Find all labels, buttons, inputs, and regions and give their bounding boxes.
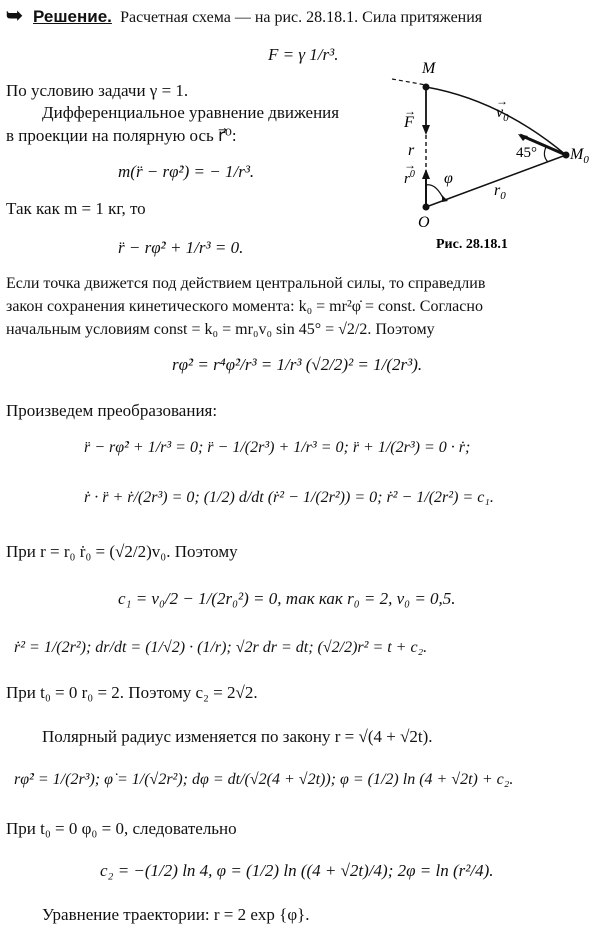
formula-phi-eqs: rφ̇² = 1/(2r³); φ̇ = 1/(√2r²); dφ = dt/(√2(4 + √2t)); φ = (1/2) ln (4 + √2t) + c₂. bbox=[14, 771, 514, 788]
label-r0vec-arrow: → bbox=[404, 158, 416, 172]
text-trajectory: Уравнение траектории: r = 2 exp {φ}. bbox=[42, 905, 310, 924]
label-phi: φ bbox=[444, 170, 453, 187]
text-diff-1: Дифференциальное уравнение движения bbox=[42, 103, 340, 122]
formula-r-phi-sq: rφ̇² = r⁴φ̇²/r³ = 1/r³ (√2/2)² = 1/(2r³). bbox=[172, 355, 423, 374]
velocity-arrowhead bbox=[518, 134, 528, 141]
label-r0: $r_0$ bbox=[494, 182, 506, 202]
text-central-2: закон сохранения кинетического момента: k₀ = mr²φ̇ = const. Согласно bbox=[6, 298, 483, 315]
label-M: M bbox=[422, 60, 436, 77]
label-r: r bbox=[408, 142, 415, 159]
formula-eq-motion-2: r̈ − rφ̇² + 1/r³ = 0. bbox=[118, 238, 244, 257]
text-central-1: Если точка движется под действием центральной силы, то справедлив bbox=[6, 275, 486, 292]
phi-angle-arc bbox=[426, 185, 444, 200]
formula-eq-motion: m(r̈ − rφ̇²) = − 1/r³. bbox=[118, 162, 255, 181]
text-diff-2: в проекции на полярную ось r⃗⁰: bbox=[6, 126, 237, 145]
label-angle-45: 45° bbox=[516, 145, 537, 161]
text-polar: Полярный радиус изменяется по закону r = √(4 + √2t). bbox=[42, 727, 433, 746]
figure-28-18-1 bbox=[370, 55, 595, 255]
solution-title: Решение. bbox=[33, 7, 112, 26]
label-F-arrow: → bbox=[404, 104, 416, 118]
point-M0 bbox=[563, 152, 570, 159]
unit-vector-arrowhead bbox=[422, 169, 430, 179]
formula-rdot: ṙ² = 1/(2r²); dr/dt = (1/√2) · (1/r); √2r dr = dt; (√2/2)r² = t + c₂. bbox=[14, 639, 428, 656]
angle-45-arc bbox=[544, 147, 548, 162]
formula-c2: c₂ = −(1/2) ln 4, φ = (1/2) ln ((4 + √2t)/4); 2φ = ln (r²/4). bbox=[100, 861, 494, 880]
formula-force bbox=[268, 46, 339, 63]
arrow-icon: ➥ bbox=[6, 5, 23, 27]
label-F: F bbox=[404, 114, 414, 131]
label-M0: $M_0$ bbox=[570, 146, 589, 166]
label-v0: $v_0$ bbox=[496, 104, 509, 124]
point-M bbox=[423, 84, 430, 91]
text-gamma: По условию задачи γ = 1. bbox=[6, 81, 189, 100]
label-O: O bbox=[418, 214, 430, 231]
label-v0-arrow: → bbox=[496, 94, 508, 108]
dashed-tangent-line bbox=[392, 79, 426, 85]
header-line bbox=[6, 6, 482, 26]
text-at-t0: При t₀ = 0 r₀ = 2. Поэтому c₂ = 2√2. bbox=[6, 683, 258, 702]
text-at-t0-phi: При t₀ = 0 φ₀ = 0, следовательно bbox=[6, 819, 237, 838]
formula-force-text: F = γ 1/r³. bbox=[268, 45, 339, 64]
point-O bbox=[423, 204, 430, 211]
force-arrowhead bbox=[422, 125, 430, 135]
formula-transform-1: r̈ − rφ̇² + 1/r³ = 0; r̈ − 1/(2r³) + 1/r³ = 0; r̈ + 1/(2r³) = 0 · ṙ; bbox=[84, 439, 471, 456]
figure-caption: Рис. 28.18.1 bbox=[436, 237, 508, 252]
header-text: Расчетная схема — на рис. 28.18.1. Сила притяжения bbox=[120, 9, 483, 26]
formula-c1: c₁ = v₀/2 − 1/(2r₀²) = 0, так как r₀ = 2, v₀ = 0,5. bbox=[118, 589, 456, 608]
text-transform: Произведем преобразования: bbox=[6, 401, 218, 420]
text-at-r0: При r = r₀ ṙ₀ = (√2/2)v₀. Поэтому bbox=[6, 542, 238, 561]
text-mass: Так как m = 1 кг, то bbox=[6, 199, 146, 218]
text-central-3: начальным условиям const = k₀ = mr₀v₀ sin 45° = √2/2. Поэтому bbox=[6, 321, 435, 338]
label-r0vec: $r^0$ bbox=[404, 169, 415, 187]
formula-transform-2: ṙ · r̈ + ṙ/(2r³) = 0; (1/2) d/dt (ṙ² − 1/(2r²)) = 0; ṙ² − 1/(2r²) = c₁. bbox=[84, 489, 494, 506]
